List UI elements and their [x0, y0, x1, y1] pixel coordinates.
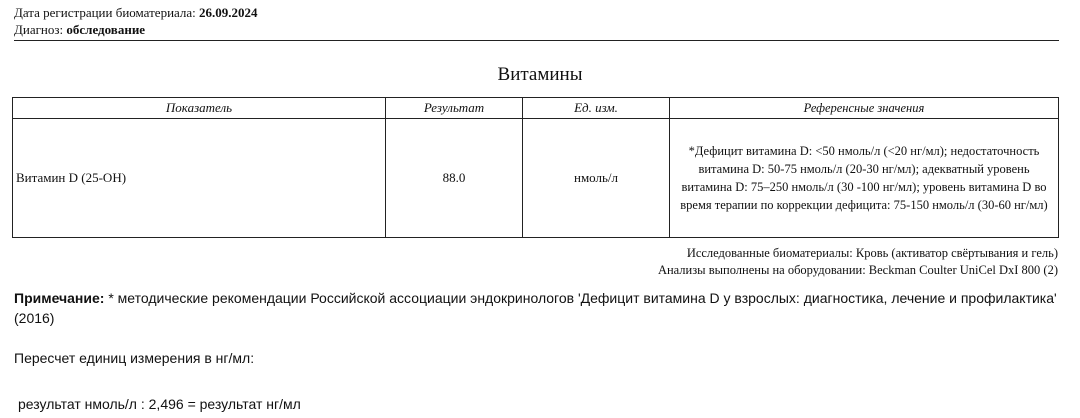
- cell-parameter-name: Витамин D (25-OH): [13, 119, 386, 238]
- analysis-info: [658, 245, 1058, 279]
- note-text: * методические рекомендации Российской ассоциации эндокринологов 'Дефицит витамина D у взрослых: диагностика, лечение и профилактика' (2016): [14, 290, 1057, 326]
- header-result: Результат: [386, 98, 523, 119]
- table-row: [13, 119, 1059, 238]
- report-header: [14, 4, 1059, 41]
- results-table: [12, 97, 1059, 238]
- registration-row: [14, 4, 1059, 21]
- note-paragraph: [14, 288, 1059, 328]
- header-unit: Ед. изм.: [523, 98, 670, 119]
- equipment-line: Анализы выполнены на оборудовании: Beckman Coulter UniCel DxI 800 (2): [657, 263, 1058, 277]
- conversion-title: Пересчет единиц измерения в нг/мл:: [14, 350, 255, 366]
- diagnosis-value: обследование: [66, 22, 146, 37]
- conversion-formula: результат нмоль/л : 2,496 = результат нг/мл: [18, 396, 301, 412]
- cell-reference: *Дефицит витамина D: <50 нмоль/л (<20 нг/мл); недостаточность витамина D: 50-75 нмоль/л (20-30 нг/мл); адекватный уровень витамина D: 75–250 нмоль/л (30 -100 нг/мл); уровень витамина D во время терапии по коррекции дефицита: 75-150 нмоль/л (30-60 нг/мл): [670, 119, 1059, 238]
- biomaterials-line: Исследованные биоматериалы: Кровь (активатор свёртывания и гель): [686, 246, 1058, 260]
- registration-date: 26.09.2024: [199, 5, 258, 20]
- header-parameter: Показатель: [13, 98, 386, 119]
- section-title: Витамины: [497, 64, 583, 85]
- header-reference: Референсные значения: [670, 98, 1059, 119]
- diagnosis-label: Диагноз:: [14, 22, 64, 37]
- cell-unit: нмоль/л: [523, 119, 670, 238]
- diagnosis-row: [14, 21, 1059, 38]
- cell-result: 88.0: [386, 119, 523, 238]
- table-header-row: [13, 98, 1059, 119]
- registration-label: Дата регистрации биоматериала:: [14, 5, 196, 20]
- note-label: Примечание:: [14, 290, 105, 306]
